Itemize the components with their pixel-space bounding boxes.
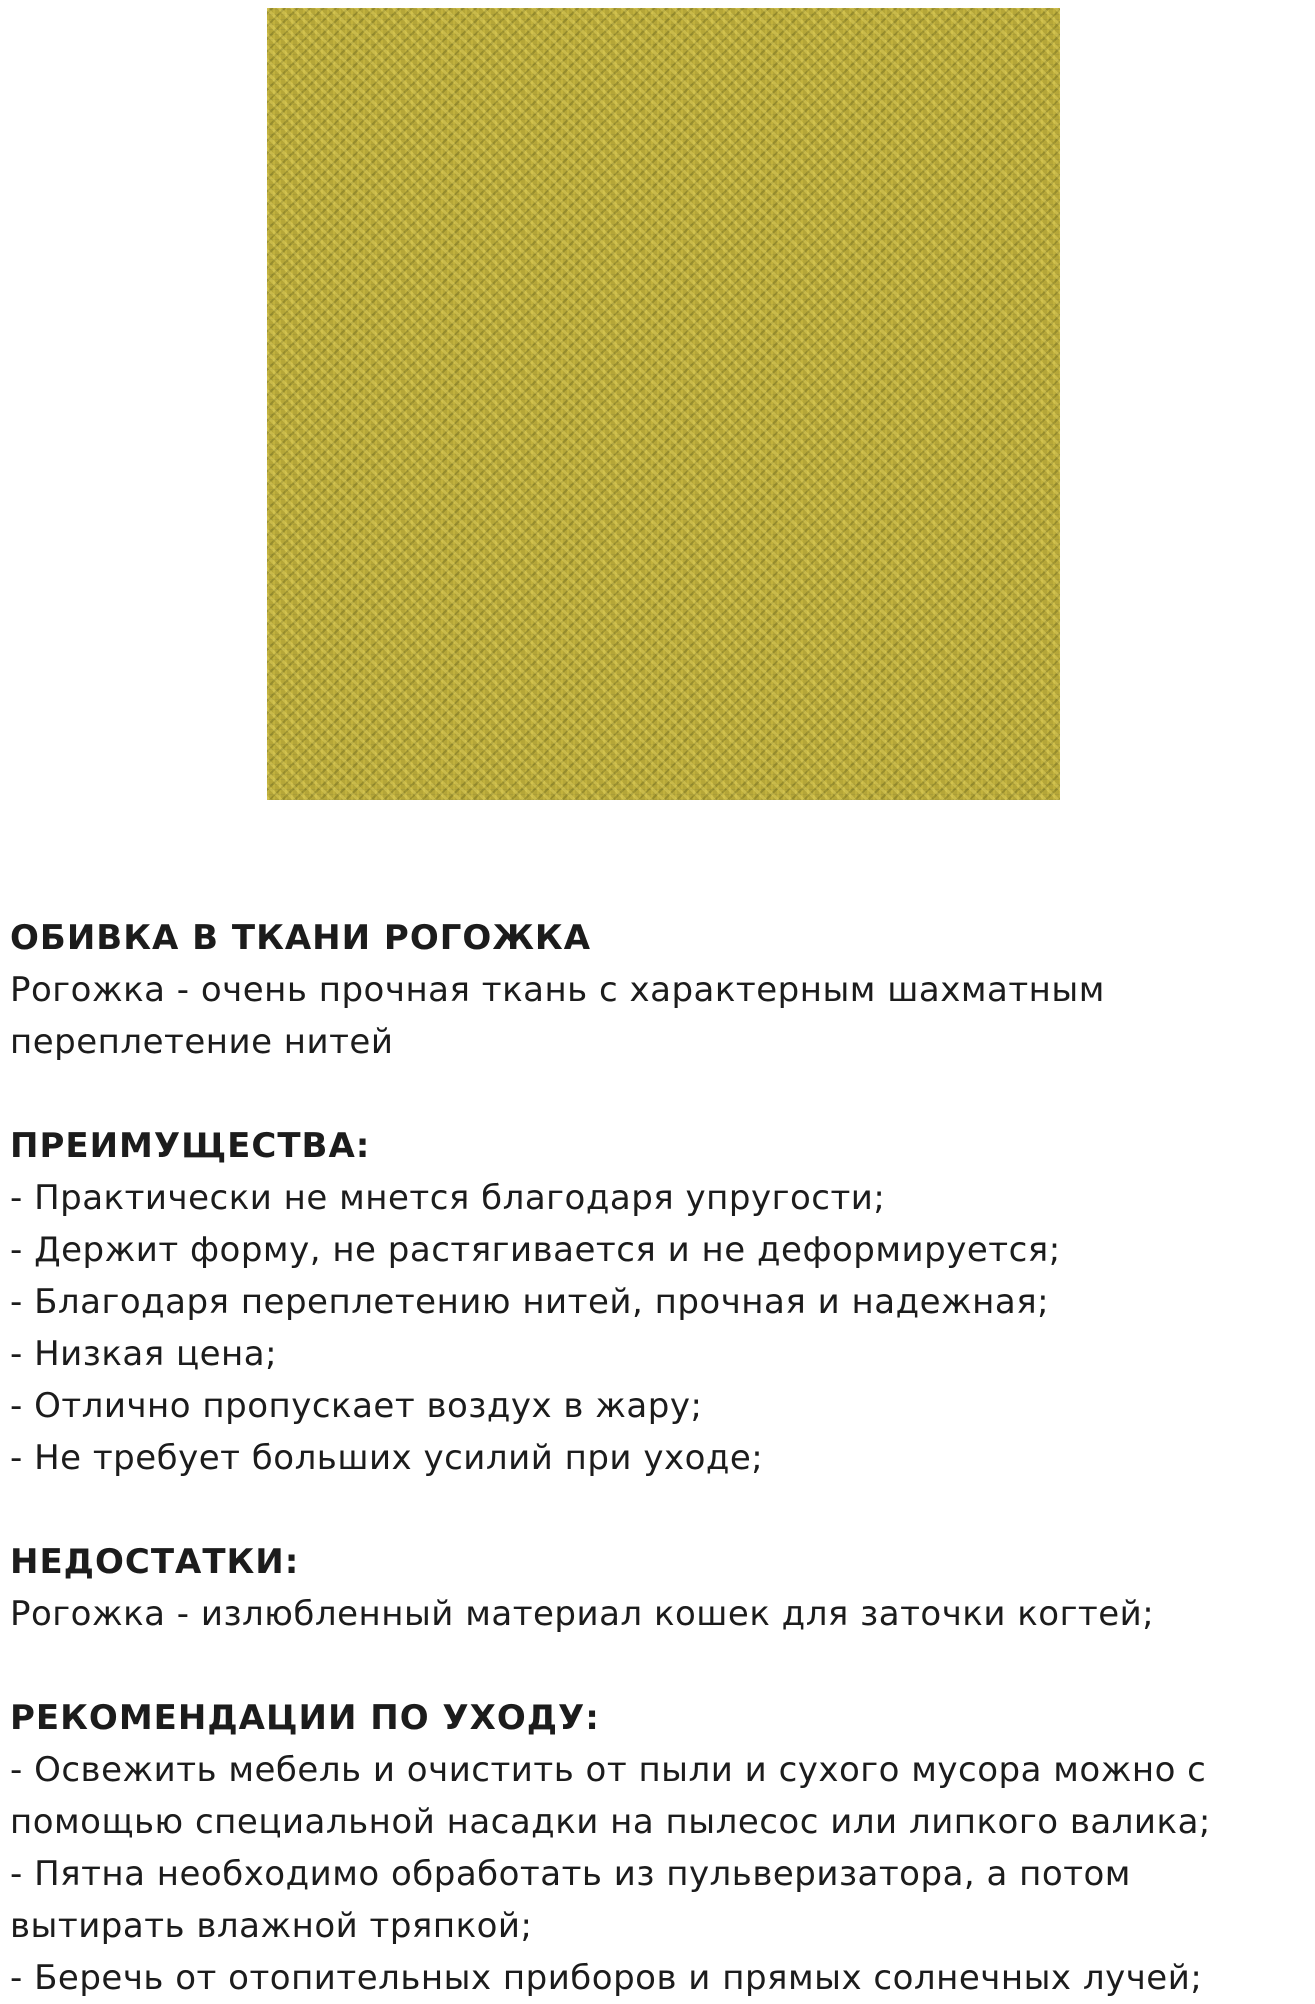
care-heading: РЕКОМЕНДАЦИИ ПО УХОДУ: xyxy=(10,1698,600,1738)
spacer xyxy=(10,1068,1310,1120)
care-item: помощью специальной насадки на пылесос или липкого валика; xyxy=(10,1802,1211,1842)
care-item: - Освежить мебель и очистить от пыли и сухого мусора можно с xyxy=(10,1750,1207,1790)
advantage-item: - Не требует больших усилий при уходе; xyxy=(10,1438,764,1478)
intro-line: Рогожка - очень прочная ткань с характерным шахматным xyxy=(10,970,1105,1010)
advantage-item: - Практически не мнется благодаря упругости; xyxy=(10,1178,886,1218)
advantage-item: - Благодаря переплетению нитей, прочная и надежная; xyxy=(10,1282,1050,1322)
advantage-item: - Отлично пропускает воздух в жару; xyxy=(10,1386,703,1426)
care-item: - Пятна необходимо обработать из пульверизатора, а потом xyxy=(10,1854,1131,1894)
advantage-item: - Держит форму, не растягивается и не деформируется; xyxy=(10,1230,1061,1270)
spacer xyxy=(10,1484,1310,1536)
disadvantage-item: Рогожка - излюбленный материал кошек для заточки когтей; xyxy=(10,1594,1155,1634)
advantages-heading: ПРЕИМУЩЕСТВА: xyxy=(10,1126,371,1166)
advantage-item: - Низкая цена; xyxy=(10,1334,278,1374)
fabric-swatch-image xyxy=(267,8,1060,800)
section-title: ОБИВКА В ТКАНИ РОГОЖКА xyxy=(10,918,592,958)
care-item: вытирать влажной тряпкой; xyxy=(10,1906,533,1946)
product-description xyxy=(10,912,1310,2004)
care-item: - Беречь от отопительных приборов и прямых солнечных лучей; xyxy=(10,1958,1203,1998)
spacer xyxy=(10,1640,1310,1692)
disadvantages-heading: НЕДОСТАТКИ: xyxy=(10,1542,300,1582)
intro-line: переплетение нитей xyxy=(10,1022,394,1062)
